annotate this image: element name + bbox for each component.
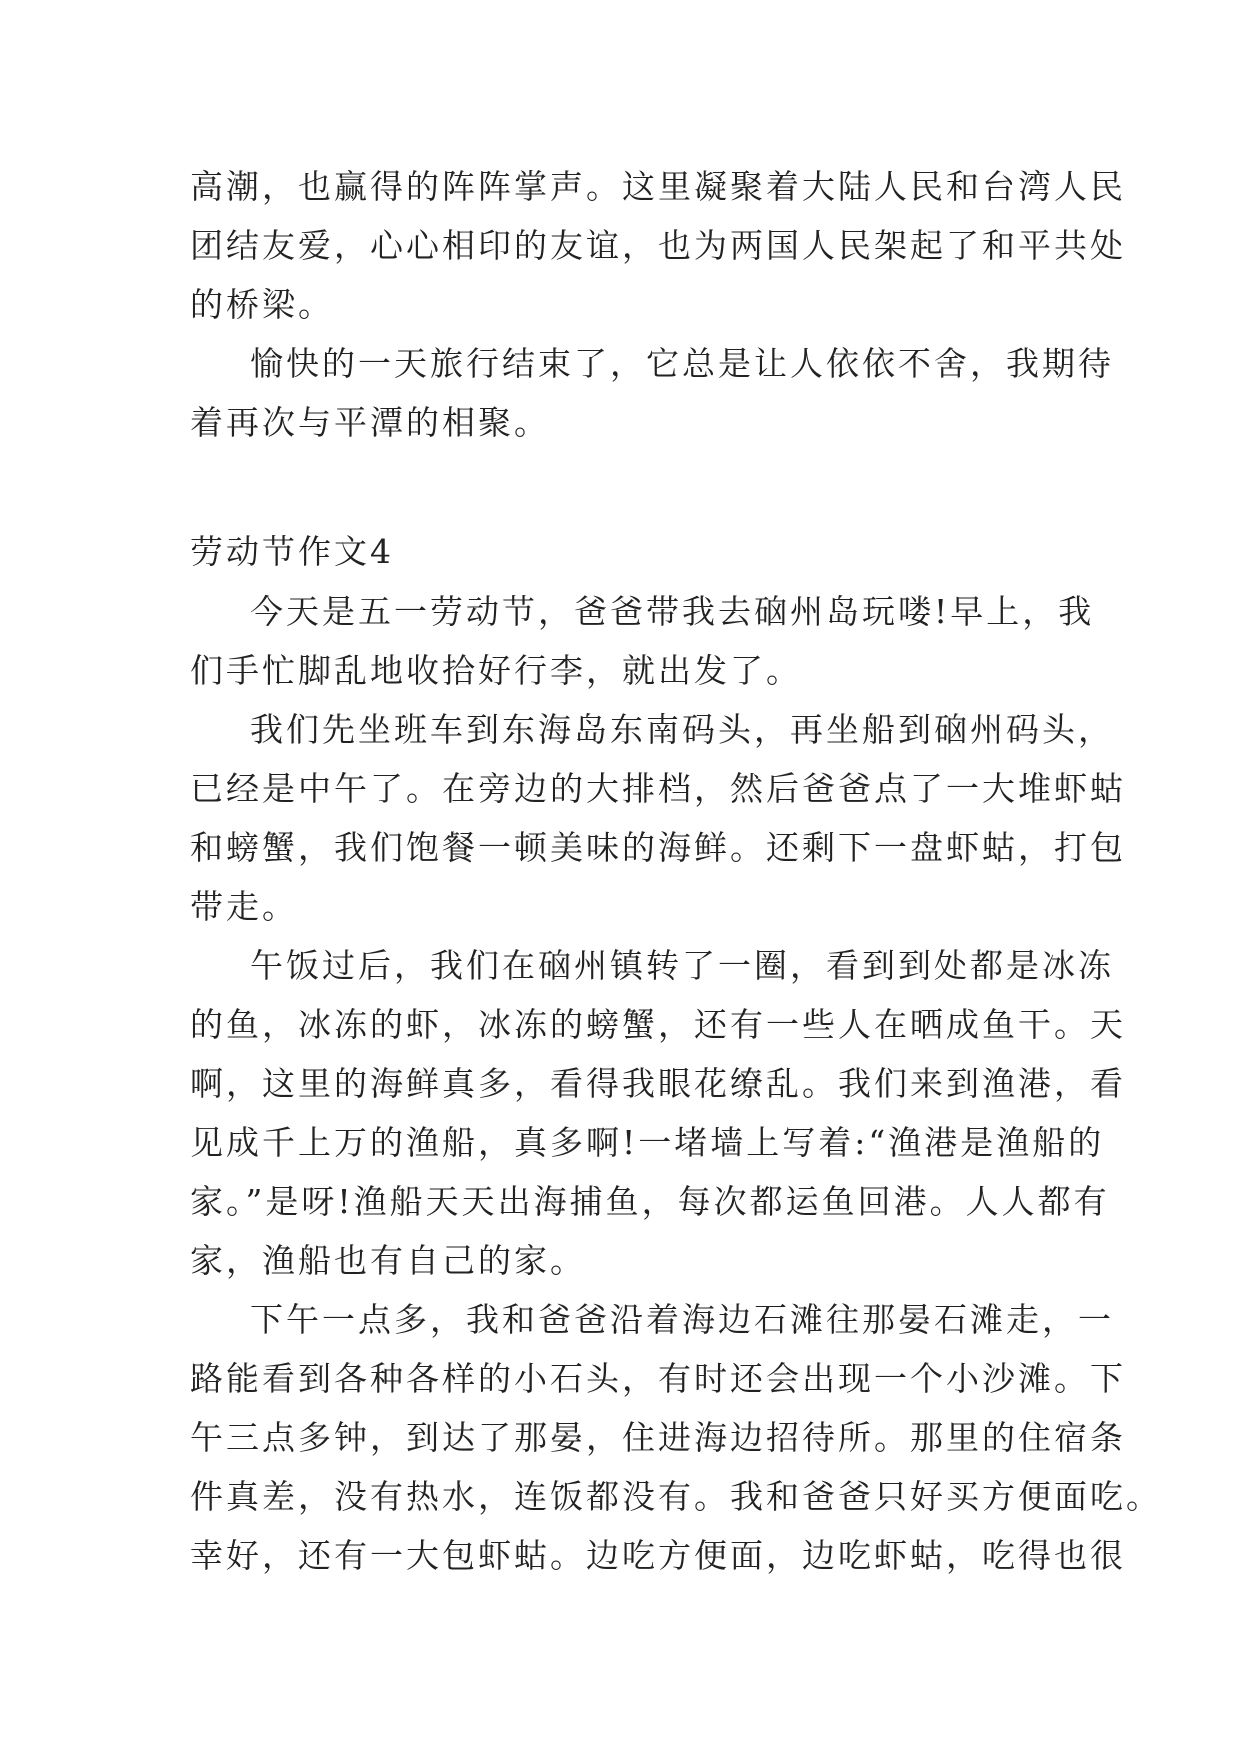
bottom-paragraphs: [190, 582, 1162, 1585]
text-line: 下午一点多，我和爸爸沿着海边石滩往那晏石滩走，一: [250, 1300, 1114, 1339]
text-line: 愉快的一天旅行结束了，它总是让人依依不舍，我期待: [250, 344, 1114, 383]
text-line: 和螃蟹，我们饱餐一顿美味的海鲜。还剩下一盘虾蛄，打包: [190, 828, 1126, 867]
paragraph: [190, 936, 1126, 1290]
text-line: 着再次与平潭的相聚。: [190, 403, 550, 442]
text-line: 我们先坐班车到东海岛东南码头，再坐船到硇州码头，: [250, 710, 1114, 749]
text-line: 们手忙脚乱地收拾好行李，就出发了。: [190, 651, 802, 690]
text-line: 幸好，还有一大包虾蛄。边吃方便面，边吃虾蛄，吃得也很: [190, 1536, 1126, 1575]
text-line: 啊，这里的海鲜真多，看得我眼花缭乱。我们来到渔港，看: [190, 1064, 1126, 1103]
text-line: 已经是中午了。在旁边的大排档，然后爸爸点了一大堆虾蛄: [190, 769, 1126, 808]
text-line: 团结友爱，心心相印的友谊，也为两国人民架起了和平共处: [190, 226, 1126, 265]
document-page: [190, 157, 1162, 1585]
text-line: 见成千上万的渔船，真多啊!一堵墙上写着:“渔港是渔船的: [190, 1123, 1105, 1162]
text-line: 今天是五一劳动节，爸爸带我去硇州岛玩喽!早上，我: [250, 592, 1095, 631]
text-line: 路能看到各种各样的小石头，有时还会出现一个小沙滩。下: [190, 1359, 1126, 1398]
text-line: 午饭过后，我们在硇州镇转了一圈，看到到处都是冰冻: [250, 946, 1114, 985]
paragraph: [190, 700, 1126, 936]
paragraph: [190, 334, 1114, 452]
text-line: 带走。: [190, 887, 298, 926]
paragraph: [190, 1290, 1162, 1585]
top-paragraphs: [190, 157, 1126, 452]
text-line: 家，渔船也有自己的家。: [190, 1241, 586, 1280]
section-title: 劳动节作文4: [190, 532, 394, 571]
paragraph: [190, 582, 1095, 700]
text-line: 的鱼，冰冻的虾，冰冻的螃蟹，还有一些人在晒成鱼干。天: [190, 1005, 1126, 1044]
paragraph: [190, 157, 1126, 334]
text-line: 家。”是呀!渔船天天出海捕鱼，每次都运鱼回港。人人都有: [190, 1182, 1110, 1221]
text-line: 高潮，也赢得的阵阵掌声。这里凝聚着大陆人民和台湾人民: [190, 167, 1126, 206]
text-line: 的桥梁。: [190, 285, 334, 324]
text-line: 午三点多钟，到达了那晏，住进海边招待所。那里的住宿条: [190, 1418, 1126, 1457]
text-line: 件真差，没有热水，连饭都没有。我和爸爸只好买方便面吃。: [190, 1477, 1162, 1516]
